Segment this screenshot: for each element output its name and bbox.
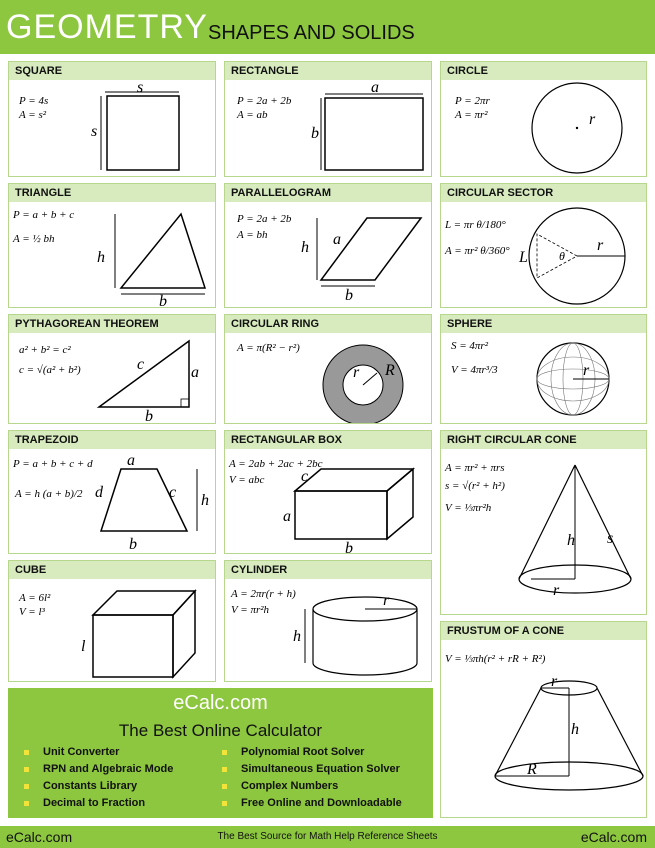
svg-text:a: a — [371, 80, 379, 96]
card-title: PARALLELOGRAM — [225, 184, 431, 202]
svg-text:r: r — [597, 237, 604, 254]
card-title: TRAPEZOID — [9, 431, 215, 449]
promo-tagline: The Best Online Calculator — [118, 721, 323, 740]
svg-text:h: h — [293, 628, 301, 645]
svg-text:A = 6l²: A = 6l² — [19, 592, 51, 604]
footer-brand-left[interactable]: eCalc.com — [6, 829, 73, 845]
card-ring — [224, 314, 432, 424]
bullet-icon — [222, 784, 227, 789]
card-pythagorean — [8, 314, 216, 424]
card-sector — [440, 183, 647, 308]
rectangle-figure — [225, 80, 431, 176]
card-title: SQUARE — [9, 62, 215, 80]
card-title: CIRCULAR RING — [225, 315, 431, 333]
svg-text:l: l — [81, 638, 86, 655]
svg-text:P = a + b + c: P = a + b + c — [13, 209, 75, 221]
bullet-icon — [24, 750, 29, 755]
card-rectangle — [224, 61, 432, 177]
card-frustum — [440, 621, 647, 818]
card-title: PYTHAGOREAN THEOREM — [9, 315, 215, 333]
svg-text:A = ½ bh: A = ½ bh — [13, 233, 55, 245]
svg-text:A = πr² θ/360°: A = πr² θ/360° — [445, 245, 510, 257]
card-cube — [8, 560, 216, 682]
list-item: Complex Numbers — [222, 778, 402, 795]
svg-text:L: L — [519, 249, 528, 266]
svg-text:a: a — [283, 508, 291, 525]
triangle-figure — [9, 202, 215, 307]
footer-tagline: The Best Source for Math Help Reference Sheets — [217, 831, 438, 842]
sector-figure — [441, 202, 646, 307]
svg-text:A = 2πr(r + h): A = 2πr(r + h) — [231, 588, 296, 600]
svg-text:b: b — [345, 540, 353, 553]
svg-text:h: h — [201, 492, 209, 509]
svg-text:r: r — [553, 582, 560, 599]
trapezoid-figure — [9, 449, 215, 553]
svg-text:d: d — [95, 484, 103, 501]
svg-text:s: s — [91, 123, 98, 140]
svg-text:θ: θ — [559, 249, 565, 263]
svg-text:s: s — [607, 530, 614, 547]
list-item: Decimal to Fraction — [24, 795, 173, 812]
card-title: CIRCLE — [441, 62, 646, 80]
box-figure — [225, 449, 431, 553]
svg-text:A = ab: A = ab — [237, 109, 268, 121]
card-cylinder — [224, 560, 432, 682]
bullet-icon — [24, 801, 29, 806]
card-sphere — [440, 314, 647, 424]
svg-text:A = s²: A = s² — [19, 109, 47, 121]
svg-text:c: c — [137, 356, 145, 373]
card-title: RIGHT CIRCULAR CONE — [441, 431, 646, 449]
svg-text:V = 4πr³/3: V = 4πr³/3 — [451, 364, 498, 376]
ring-figure — [225, 333, 431, 423]
svg-text:P = 2a + 2b: P = 2a + 2b — [237, 213, 292, 225]
svg-text:A = h (a + b)/2: A = h (a + b)/2 — [15, 488, 83, 500]
svg-text:A = bh: A = bh — [237, 229, 268, 241]
svg-text:R: R — [385, 362, 395, 379]
svg-text:P = 2πr: P = 2πr — [455, 95, 490, 107]
svg-text:A = π(R² − r²): A = π(R² − r²) — [237, 342, 300, 354]
svg-text:V = ⅓πr²h: V = ⅓πr²h — [445, 502, 492, 514]
svg-text:b: b — [345, 287, 353, 304]
card-title: RECTANGLE — [225, 62, 431, 80]
card-square — [8, 61, 216, 177]
bullet-icon — [24, 767, 29, 772]
list-item: RPN and Algebraic Mode — [24, 761, 173, 778]
svg-text:A = πr²: A = πr² — [455, 109, 488, 121]
circle-figure — [441, 80, 646, 176]
svg-text:R: R — [527, 761, 537, 778]
list-item: Free Online and Downloadable — [222, 795, 402, 812]
svg-text:V = l³: V = l³ — [19, 606, 45, 618]
svg-text:P = 4s: P = 4s — [19, 95, 49, 107]
svg-text:a: a — [127, 452, 135, 469]
card-parallelogram — [224, 183, 432, 308]
frustum-figure — [441, 640, 646, 817]
card-circle — [440, 61, 647, 177]
svg-text:b: b — [129, 536, 137, 553]
page-subtitle: SHAPES AND SOLIDS — [208, 22, 415, 44]
card-triangle — [8, 183, 216, 308]
pythagorean-figure — [9, 333, 215, 423]
svg-text:c = √(a² + b²): c = √(a² + b²) — [19, 364, 81, 376]
page-footer — [0, 826, 655, 848]
svg-text:s: s — [137, 80, 144, 96]
svg-text:r: r — [353, 364, 360, 381]
card-trapezoid — [8, 430, 216, 554]
svg-text:b: b — [311, 125, 319, 142]
bullet-icon — [222, 801, 227, 806]
svg-text:V = ⅓πh(r² + rR + R²): V = ⅓πh(r² + rR + R²) — [445, 653, 546, 665]
bullet-icon — [222, 750, 227, 755]
svg-text:S = 4πr²: S = 4πr² — [451, 340, 489, 352]
card-title: CIRCULAR SECTOR — [441, 184, 646, 202]
svg-text:r: r — [383, 592, 390, 609]
promo-panel — [8, 688, 433, 818]
list-item: Unit Converter — [24, 744, 173, 761]
card-title: CYLINDER — [225, 561, 431, 579]
sphere-figure — [441, 333, 646, 423]
card-cone — [440, 430, 647, 615]
card-box — [224, 430, 432, 554]
footer-brand-right[interactable]: eCalc.com — [580, 829, 647, 845]
list-item: Simultaneous Equation Solver — [222, 761, 402, 778]
svg-text:h: h — [301, 239, 309, 256]
svg-text:a² + b² = c²: a² + b² = c² — [19, 344, 71, 356]
cone-figure — [441, 449, 646, 614]
svg-text:A = 2ab + 2ac + 2bc: A = 2ab + 2ac + 2bc — [229, 458, 323, 470]
svg-text:a: a — [191, 364, 199, 381]
svg-text:V = πr²h: V = πr²h — [231, 604, 270, 616]
card-title: TRIANGLE — [9, 184, 215, 202]
svg-text:A = πr² + πrs: A = πr² + πrs — [445, 462, 505, 474]
svg-text:r: r — [551, 673, 558, 690]
svg-text:c: c — [301, 468, 309, 485]
svg-text:L = πr θ/180°: L = πr θ/180° — [445, 219, 506, 231]
svg-text:r: r — [583, 362, 590, 379]
svg-text:h: h — [97, 249, 105, 266]
square-figure — [9, 80, 215, 176]
feature-list-right — [222, 744, 402, 812]
svg-text:P = 2a + 2b: P = 2a + 2b — [237, 95, 292, 107]
svg-text:a: a — [333, 231, 341, 248]
page-title: GEOMETRY — [6, 8, 208, 46]
page-header — [0, 0, 655, 54]
svg-text:P = a + b + c + d: P = a + b + c + d — [13, 458, 93, 470]
svg-text:s = √(r² + h²): s = √(r² + h²) — [445, 480, 505, 492]
bullet-icon — [222, 767, 227, 772]
svg-text:h: h — [571, 721, 579, 738]
card-title: CUBE — [9, 561, 215, 579]
svg-text:b: b — [159, 293, 167, 307]
svg-text:h: h — [567, 532, 575, 549]
promo-brand[interactable]: eCalc.com — [173, 692, 268, 714]
card-title: FRUSTUM OF A CONE — [441, 622, 646, 640]
list-item: Polynomial Root Solver — [222, 744, 402, 761]
card-title: SPHERE — [441, 315, 646, 333]
card-title: RECTANGULAR BOX — [225, 431, 431, 449]
list-item: Constants Library — [24, 778, 173, 795]
cylinder-figure — [225, 579, 431, 681]
svg-text:b: b — [145, 408, 153, 423]
parallelogram-figure — [225, 202, 431, 307]
svg-text:c: c — [169, 484, 177, 501]
bullet-icon — [24, 784, 29, 789]
svg-text:V = abc: V = abc — [229, 474, 265, 486]
svg-text:r: r — [589, 111, 596, 128]
feature-list-left — [24, 744, 173, 812]
cube-figure — [9, 579, 215, 681]
